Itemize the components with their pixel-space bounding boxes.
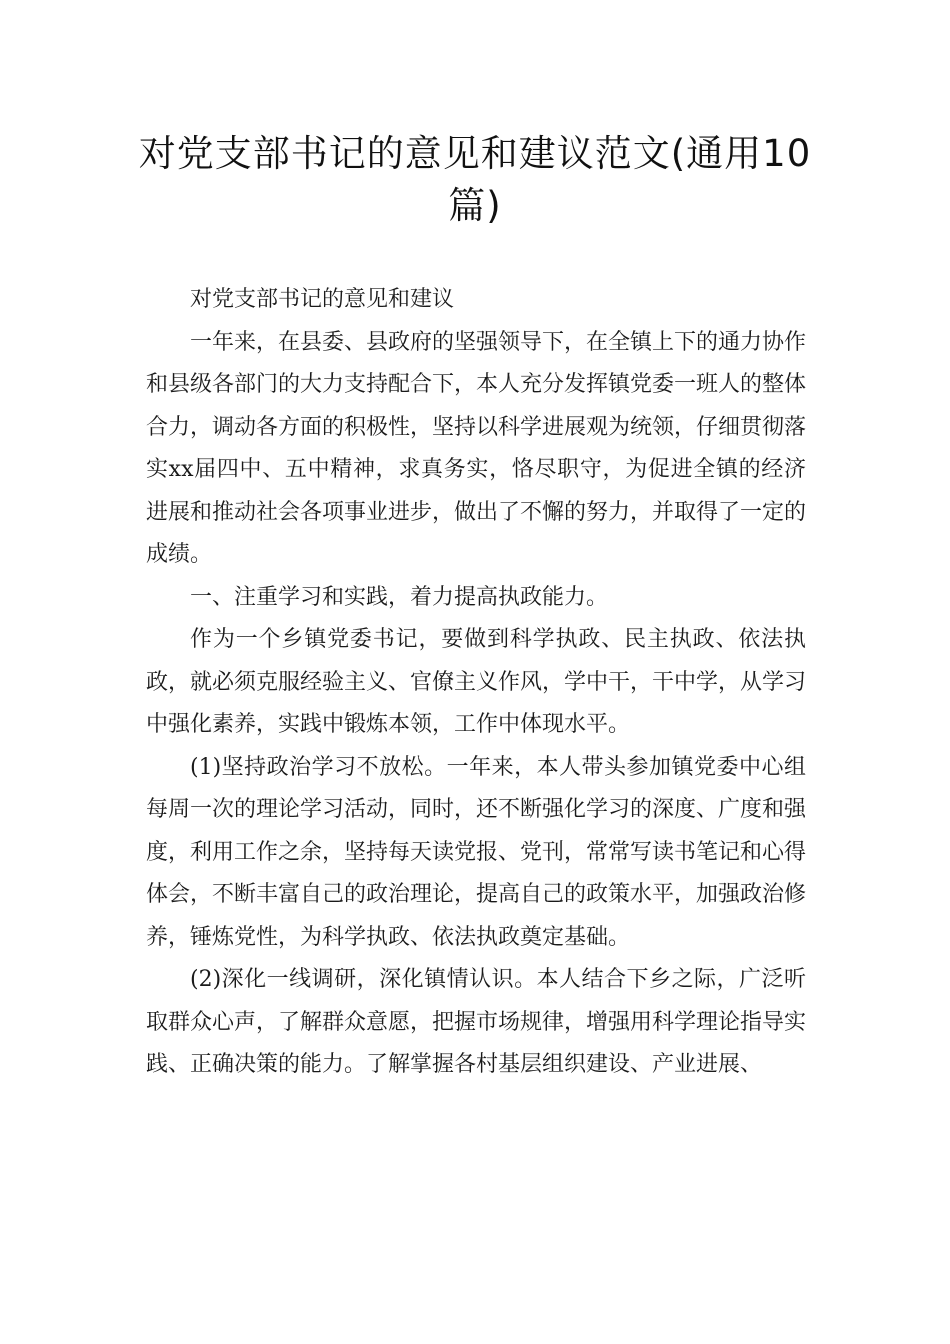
paragraph: 作为一个乡镇党委书记，要做到科学执政、民主执政、依法执政，就必须克服经验主义、官僚主义作风，学中干，干中学，从学习中强化素养，实践中锻炼本领，工作中体现水平。 <box>146 627 807 737</box>
paragraph-subtitle: 对党支部书记的意见和建议 <box>190 287 455 312</box>
document-title: 对党支部书记的意见和建议范文(通用10篇) <box>138 132 812 227</box>
paragraph: (2)深化一线调研，深化镇情认识。本人结合下乡之际，广泛听取群众心声，了解群众意愿，把握市场规律，增强用科学理论指导实践、正确决策的能力。了解掌握各村基层组织建设、产业进展、 <box>146 967 807 1077</box>
paragraph: 一年来，在县委、县政府的坚强领导下，在全镇上下的通力协作和县级各部门的大力支持配合下，本人充分发挥镇党委一班人的整体合力，调动各方面的积极性，坚持以科学进展观为统领，仔细贯彻落实xx届四中、五中精神，求真务实，恪尽职守，为促进全镇的经济进展和推动社会各项事业进步，做出了不懈的努力，并取得了一定的成绩。 <box>146 329 807 567</box>
paragraph: (1)坚持政治学习不放松。一年来，本人带头参加镇党委中心组每周一次的理论学习活动，同时，还不断强化学习的深度、广度和强度，利用工作之余，坚持每天读党报、党刊，常常写读书笔记和心得体会，不断丰富自己的政治理论，提高自己的政策水平，加强政治修养，锤炼党性，为科学执政、依法执政奠定基础。 <box>146 754 807 950</box>
document-body <box>146 279 806 1087</box>
paragraph-heading: 一、注重学习和实践，着力提高执政能力。 <box>190 584 609 610</box>
